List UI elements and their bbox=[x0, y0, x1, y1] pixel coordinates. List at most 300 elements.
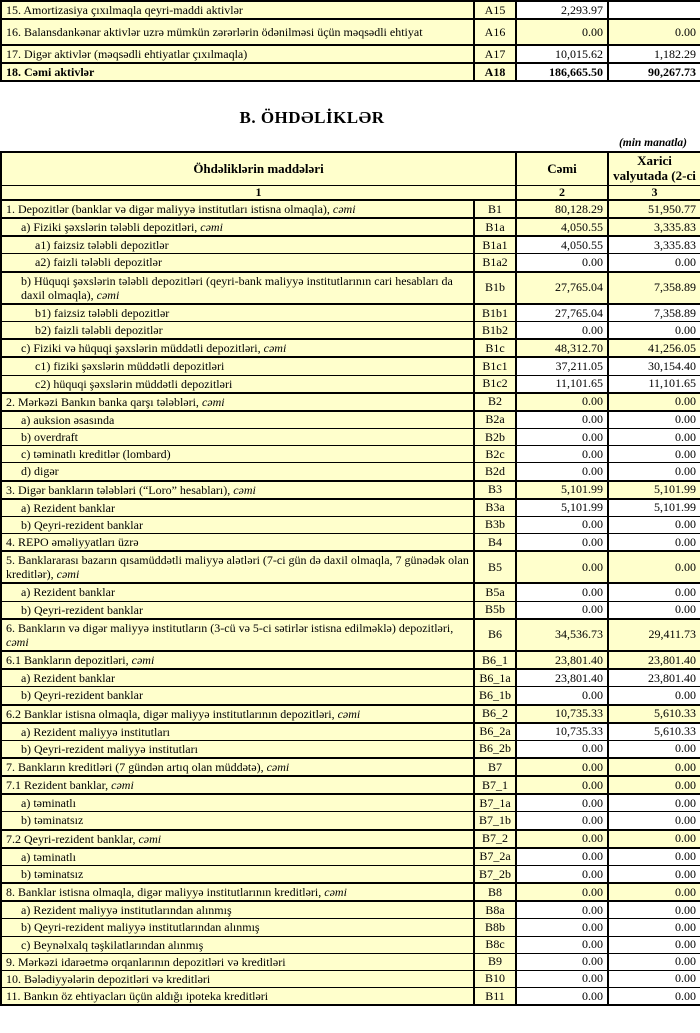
item-code: B1a2 bbox=[474, 254, 516, 272]
item-label-cell bbox=[1, 883, 474, 901]
item-foreign-value: 0.00 bbox=[608, 516, 700, 533]
item-label: b) Qeyri-rezident maliyyə institutlarından alınmış bbox=[21, 920, 260, 935]
item-foreign-value: 23,801.40 bbox=[608, 651, 700, 669]
item-label-cell bbox=[1, 516, 474, 533]
item-foreign-value: 0.00 bbox=[608, 393, 700, 411]
item-total-value: 10,015.62 bbox=[516, 45, 608, 63]
liabilities-rows bbox=[1, 200, 700, 1005]
item-total-value: 27,765.04 bbox=[516, 272, 608, 304]
item-label: 7.1 Rezident banklar, bbox=[6, 778, 112, 793]
units-note: (min manatla) bbox=[618, 137, 687, 150]
table-row bbox=[1, 740, 700, 758]
item-foreign-value: 0.00 bbox=[608, 601, 700, 619]
table-row bbox=[1, 758, 700, 776]
item-foreign-value: 0.00 bbox=[608, 429, 700, 446]
table-row bbox=[1, 936, 700, 953]
item-label: 15. Amortizasiya çıxılmaqla qeyri-maddi aktivlər bbox=[6, 3, 243, 17]
item-label: b) Qeyri-rezident maliyyə institutları bbox=[21, 741, 198, 756]
table-row bbox=[1, 848, 700, 866]
item-label-cell bbox=[1, 705, 474, 723]
item-label-cell bbox=[1, 687, 474, 705]
item-total-value: 4,050.55 bbox=[516, 218, 608, 236]
table-row bbox=[1, 516, 700, 533]
item-label-cell bbox=[1, 446, 474, 463]
item-label: 17. Digər aktivlər (məqsədli ehtiyatlar çıxılmaqla) bbox=[6, 47, 248, 62]
item-foreign-value: 30,154.40 bbox=[608, 357, 700, 375]
item-label-cell bbox=[1, 723, 474, 741]
item-label-cell bbox=[1, 619, 474, 651]
item-label: d) digər bbox=[21, 464, 59, 479]
item-label: 9. Mərkəzi idarəetmə orqanlarının depozitləri və kreditləri bbox=[6, 954, 286, 969]
item-label: c) Fiziki və hüquqi şəxslərin müddətli depozitləri, bbox=[21, 341, 264, 356]
item-foreign-value: 0.00 bbox=[608, 446, 700, 463]
item-label: a) təminatlı bbox=[21, 796, 76, 811]
item-code: A17 bbox=[474, 45, 516, 63]
item-label-cell bbox=[1, 953, 474, 970]
item-foreign-value: 0.00 bbox=[608, 988, 700, 1006]
item-total-value: 48,312.70 bbox=[516, 339, 608, 357]
item-label: 7. Bankların kreditləri (7 gündən artıq olan müddətə), bbox=[6, 760, 267, 774]
table-row bbox=[1, 533, 700, 551]
item-label: b) təminatsız bbox=[21, 866, 84, 881]
item-label-cell bbox=[1, 812, 474, 830]
item-label-cell bbox=[1, 463, 474, 481]
item-label: 11. Bankın öz ehtiyacları üçün aldığı ipoteka kreditləri bbox=[6, 989, 269, 1004]
item-code: B1b bbox=[474, 272, 516, 304]
table-row bbox=[1, 218, 700, 236]
item-label: b) Qeyri-rezident banklar bbox=[21, 688, 143, 703]
item-label-suffix: cəmi bbox=[131, 653, 155, 668]
item-total-value: 0.00 bbox=[516, 429, 608, 446]
item-code: A18 bbox=[474, 63, 516, 81]
table-row bbox=[1, 865, 700, 883]
table-row bbox=[1, 687, 700, 705]
item-label-cell bbox=[1, 758, 474, 776]
table-row bbox=[1, 200, 700, 218]
item-foreign-value: 23,801.40 bbox=[608, 669, 700, 687]
item-label-suffix: cəmi bbox=[332, 202, 356, 216]
item-foreign-value: 0.00 bbox=[608, 970, 700, 987]
item-label-cell bbox=[1, 339, 474, 357]
item-label-cell bbox=[1, 601, 474, 619]
item-label-cell bbox=[1, 200, 474, 218]
item-label-cell bbox=[1, 481, 474, 499]
item-label: 2. Mərkəzi Bankın banka qarşı tələbləri, bbox=[6, 394, 202, 409]
section-title: B. ÖHDƏLİKLƏR bbox=[239, 108, 385, 128]
item-total-value: 0.00 bbox=[516, 533, 608, 551]
item-label-cell bbox=[1, 272, 474, 304]
table-row bbox=[1, 393, 700, 411]
item-foreign-value: 0.00 bbox=[608, 901, 700, 919]
column-number-3: 3 bbox=[608, 185, 700, 200]
item-label: b2) faizli tələbli depozitlər bbox=[35, 323, 163, 338]
item-label: 16. Balansdankənar aktivlər uzrə mümkün zərərlərin ödənilməsi üçün məqsədli ehtiyat bbox=[6, 25, 423, 40]
item-label-cell bbox=[1, 218, 474, 236]
item-code: B3 bbox=[474, 481, 516, 499]
item-code: B10 bbox=[474, 970, 516, 987]
item-label-cell bbox=[1, 533, 474, 551]
item-label-cell bbox=[1, 45, 474, 63]
item-code: B6_1 bbox=[474, 651, 516, 669]
item-code: B1c1 bbox=[474, 357, 516, 375]
item-total-value: 0.00 bbox=[516, 953, 608, 970]
table-row bbox=[1, 601, 700, 619]
item-foreign-value: 7,358.89 bbox=[608, 304, 700, 322]
item-foreign-value: 11,101.65 bbox=[608, 375, 700, 393]
item-label-cell bbox=[1, 988, 474, 1006]
item-total-value: 0.00 bbox=[516, 19, 608, 45]
item-label: b) Qeyri-rezident banklar bbox=[21, 602, 143, 617]
item-code: B1a bbox=[474, 218, 516, 236]
item-code: B7_2b bbox=[474, 865, 516, 883]
item-foreign-value: 0.00 bbox=[608, 583, 700, 601]
item-total-value: 10,735.33 bbox=[516, 705, 608, 723]
table-row bbox=[1, 411, 700, 429]
item-foreign-value: 5,610.33 bbox=[608, 705, 700, 723]
liabilities-table bbox=[0, 151, 700, 1006]
table-row bbox=[1, 830, 700, 848]
table-row bbox=[1, 304, 700, 322]
item-foreign-value: 0.00 bbox=[608, 953, 700, 970]
item-total-value: 4,050.55 bbox=[516, 236, 608, 254]
item-label: a) Rezident banklar bbox=[21, 500, 115, 515]
item-total-value: 0.00 bbox=[516, 919, 608, 936]
table-row bbox=[1, 339, 700, 357]
item-total-value: 0.00 bbox=[516, 883, 608, 901]
table-row bbox=[1, 794, 700, 812]
item-label-cell bbox=[1, 848, 474, 866]
item-label-cell bbox=[1, 919, 474, 936]
item-label-suffix: cəmi bbox=[56, 567, 80, 582]
item-foreign-value: 1,182.29 bbox=[608, 45, 700, 63]
item-label: 7.2 Qeyri-rezident banklar, bbox=[6, 831, 139, 846]
table-row bbox=[1, 988, 700, 1006]
item-code: B2c bbox=[474, 446, 516, 463]
item-total-value: 23,801.40 bbox=[516, 651, 608, 669]
item-total-value: 0.00 bbox=[516, 463, 608, 481]
item-label: 3. Digər bankların tələbləri (“Loro” hesabları), bbox=[6, 482, 234, 497]
item-label-cell bbox=[1, 776, 474, 794]
item-total-value: 0.00 bbox=[516, 446, 608, 463]
item-label: b) overdraft bbox=[21, 430, 78, 445]
item-code: B3a bbox=[474, 499, 516, 517]
table-row bbox=[1, 481, 700, 499]
item-code: B8a bbox=[474, 901, 516, 919]
item-code: B6_1b bbox=[474, 687, 516, 705]
item-code: B3b bbox=[474, 516, 516, 533]
item-code: B1b2 bbox=[474, 322, 516, 340]
item-foreign-value: 0.00 bbox=[608, 411, 700, 429]
item-total-value: 27,765.04 bbox=[516, 304, 608, 322]
column-numbers-row bbox=[1, 185, 700, 200]
item-label-cell bbox=[1, 936, 474, 953]
item-code: B6 bbox=[474, 619, 516, 651]
item-label-cell bbox=[1, 304, 474, 322]
table-row bbox=[1, 499, 700, 517]
item-total-value: 0.00 bbox=[516, 936, 608, 953]
item-label: 6. Bankların və digər maliyyə institutların (3-cü və 5-ci sətirlər istisna edilməklə) depozitləri, bbox=[6, 620, 454, 635]
item-code: B9 bbox=[474, 953, 516, 970]
table-row bbox=[1, 883, 700, 901]
item-label-suffix: cəmi bbox=[201, 394, 225, 409]
item-foreign-value: 3,335.83 bbox=[608, 218, 700, 236]
table-row bbox=[1, 551, 700, 583]
item-label: b) təminatsız bbox=[21, 813, 84, 828]
item-total-value: 10,735.33 bbox=[516, 723, 608, 741]
item-code: B8c bbox=[474, 936, 516, 953]
table-row bbox=[1, 953, 700, 970]
item-code: B7_2 bbox=[474, 830, 516, 848]
item-total-value: 0.00 bbox=[516, 393, 608, 411]
item-label-cell bbox=[1, 1, 474, 19]
item-total-value: 11,101.65 bbox=[516, 375, 608, 393]
item-label-cell bbox=[1, 411, 474, 429]
item-total-value: 0.00 bbox=[516, 865, 608, 883]
item-label-cell bbox=[1, 830, 474, 848]
item-label-suffix: cəmi bbox=[96, 287, 120, 302]
item-code: B2d bbox=[474, 463, 516, 481]
item-total-value: 0.00 bbox=[516, 254, 608, 272]
item-label-cell bbox=[1, 901, 474, 919]
table-row bbox=[1, 705, 700, 723]
item-label: a) Fiziki şəxslərin tələbli depozitləri, bbox=[21, 220, 201, 235]
table-row bbox=[1, 272, 700, 304]
table-row bbox=[1, 63, 700, 81]
item-label: a) auksion əsasında bbox=[21, 412, 115, 427]
item-label-cell bbox=[1, 429, 474, 446]
item-code: B5b bbox=[474, 601, 516, 619]
item-label-cell bbox=[1, 236, 474, 254]
item-total-value: 0.00 bbox=[516, 848, 608, 866]
item-code: B8b bbox=[474, 919, 516, 936]
item-total-value: 0.00 bbox=[516, 601, 608, 619]
item-total-value: 5,101.99 bbox=[516, 499, 608, 517]
table-row bbox=[1, 651, 700, 669]
item-code: B6_2b bbox=[474, 740, 516, 758]
item-foreign-value: 0.00 bbox=[608, 533, 700, 551]
item-label-cell bbox=[1, 375, 474, 393]
item-foreign-value: 0.00 bbox=[608, 830, 700, 848]
item-code: B5a bbox=[474, 583, 516, 601]
item-label: 1. Depozitlər (banklar və digər maliyyə institutları istisna olmaqla), bbox=[6, 202, 333, 216]
item-label: b) Qeyri-rezident banklar bbox=[21, 517, 143, 532]
item-label: a2) faizli tələbli depozitlər bbox=[35, 255, 162, 270]
item-label-suffix: cəmi bbox=[6, 634, 29, 649]
item-foreign-value: 5,610.33 bbox=[608, 723, 700, 741]
item-total-value: 37,211.05 bbox=[516, 357, 608, 375]
item-foreign-value: 0.00 bbox=[608, 812, 700, 830]
item-label: 6.2 Banklar istisna olmaqla, digər maliyyə institutlarının depozitləri, bbox=[6, 706, 338, 721]
item-label-cell bbox=[1, 669, 474, 687]
item-code: B7 bbox=[474, 758, 516, 776]
item-label-cell bbox=[1, 651, 474, 669]
table-row bbox=[1, 919, 700, 936]
item-label: b1) faizsiz tələbli depozitlər bbox=[35, 305, 170, 320]
item-foreign-value bbox=[608, 1, 700, 19]
item-label: c1) fiziki şəxslərin müddətli depozitləri bbox=[35, 359, 225, 374]
item-code: B1c2 bbox=[474, 375, 516, 393]
item-code: A15 bbox=[474, 1, 516, 19]
table-row bbox=[1, 619, 700, 651]
table-row bbox=[1, 446, 700, 463]
item-label-cell bbox=[1, 63, 474, 81]
item-label: a) Rezident maliyyə institutları bbox=[21, 724, 170, 739]
item-total-value: 23,801.40 bbox=[516, 669, 608, 687]
item-code: B1b1 bbox=[474, 304, 516, 322]
item-code: B6_2 bbox=[474, 705, 516, 723]
table-row bbox=[1, 19, 700, 45]
item-label-suffix: cəmi bbox=[111, 778, 134, 793]
item-total-value: 0.00 bbox=[516, 411, 608, 429]
item-code: B5 bbox=[474, 551, 516, 583]
table-header-row bbox=[1, 152, 700, 185]
item-foreign-value: 51,950.77 bbox=[608, 200, 700, 218]
item-code: B6_2a bbox=[474, 723, 516, 741]
item-total-value: 0.00 bbox=[516, 794, 608, 812]
item-label: a) Rezident banklar bbox=[21, 585, 115, 600]
item-code: B7_2a bbox=[474, 848, 516, 866]
item-label-cell bbox=[1, 970, 474, 987]
item-label: c) Beynəlxalq təşkilatlarından alınmış bbox=[21, 937, 204, 952]
item-foreign-value: 5,101.99 bbox=[608, 481, 700, 499]
item-code: B1a1 bbox=[474, 236, 516, 254]
item-code: B1 bbox=[474, 200, 516, 218]
item-foreign-value: 0.00 bbox=[608, 19, 700, 45]
item-code: B1c bbox=[474, 339, 516, 357]
item-foreign-value: 7,358.89 bbox=[608, 272, 700, 304]
item-total-value: 0.00 bbox=[516, 776, 608, 794]
item-label: a) Rezident maliyyə institutlarından alınmış bbox=[21, 903, 232, 918]
table-row bbox=[1, 901, 700, 919]
column-number-2: 2 bbox=[516, 185, 608, 200]
item-total-value: 34,536.73 bbox=[516, 619, 608, 651]
item-total-value: 0.00 bbox=[516, 970, 608, 987]
item-total-value: 0.00 bbox=[516, 516, 608, 533]
item-code: B8 bbox=[474, 883, 516, 901]
table-row bbox=[1, 45, 700, 63]
item-label-cell bbox=[1, 740, 474, 758]
item-total-value: 0.00 bbox=[516, 988, 608, 1006]
item-total-value: 2,293.97 bbox=[516, 1, 608, 19]
table-row bbox=[1, 322, 700, 340]
item-foreign-value: 0.00 bbox=[608, 758, 700, 776]
item-label-cell bbox=[1, 865, 474, 883]
item-foreign-value: 0.00 bbox=[608, 551, 700, 583]
item-code: B6_1a bbox=[474, 669, 516, 687]
item-total-value: 0.00 bbox=[516, 322, 608, 340]
table-row bbox=[1, 723, 700, 741]
item-label: c2) hüquqi şəxslərin müddətli depozitləri bbox=[35, 376, 233, 391]
item-code: B4 bbox=[474, 533, 516, 551]
assets-rows bbox=[1, 1, 700, 81]
item-total-value: 80,128.29 bbox=[516, 200, 608, 218]
table-row bbox=[1, 1, 700, 19]
assets-table-continuation bbox=[0, 0, 700, 82]
foreign-currency-column-header: Xarici valyutada (2-ci bbox=[608, 152, 700, 185]
item-foreign-value: 0.00 bbox=[608, 883, 700, 901]
item-total-value: 0.00 bbox=[516, 901, 608, 919]
item-foreign-value: 0.00 bbox=[608, 936, 700, 953]
item-total-value: 0.00 bbox=[516, 830, 608, 848]
item-total-value: 0.00 bbox=[516, 687, 608, 705]
item-foreign-value: 0.00 bbox=[608, 776, 700, 794]
item-label-suffix: cəmi bbox=[138, 831, 162, 846]
table-row bbox=[1, 375, 700, 393]
item-label: 4. REPO əməliyyatları üzrə bbox=[6, 534, 139, 549]
item-label: 10. Bələdiyyələrin depozitləri və kreditləri bbox=[6, 971, 211, 986]
table-row bbox=[1, 236, 700, 254]
item-code: B2a bbox=[474, 411, 516, 429]
item-label: b) Hüquqi şəxslərin tələbli depozitləri (qeyri-bank maliyyə institutlarının cari hesabları da daxil olmaqla), bbox=[21, 273, 453, 302]
item-total-value: 0.00 bbox=[516, 812, 608, 830]
item-foreign-value: 90,267.73 bbox=[608, 63, 700, 81]
item-total-value: 5,101.99 bbox=[516, 481, 608, 499]
item-label-suffix: cəmi bbox=[266, 760, 290, 774]
item-label-cell bbox=[1, 254, 474, 272]
item-label-suffix: cəmi bbox=[263, 341, 287, 356]
table-row bbox=[1, 357, 700, 375]
table-row bbox=[1, 776, 700, 794]
item-label-cell bbox=[1, 794, 474, 812]
item-code: B7_1b bbox=[474, 812, 516, 830]
item-code: B11 bbox=[474, 988, 516, 1006]
total-column-header: Cəmi bbox=[516, 152, 608, 185]
item-foreign-value: 0.00 bbox=[608, 740, 700, 758]
item-foreign-value: 0.00 bbox=[608, 848, 700, 866]
item-label: a1) faizsiz tələbli depozitlər bbox=[35, 238, 169, 253]
item-label-suffix: cəmi bbox=[337, 706, 361, 721]
item-foreign-value: 0.00 bbox=[608, 687, 700, 705]
item-foreign-value: 0.00 bbox=[608, 919, 700, 936]
item-label: 18. Cəmi aktivlər bbox=[6, 65, 95, 80]
item-total-value: 0.00 bbox=[516, 583, 608, 601]
item-label-cell bbox=[1, 499, 474, 517]
table-row bbox=[1, 429, 700, 446]
item-total-value: 0.00 bbox=[516, 758, 608, 776]
item-foreign-value: 0.00 bbox=[608, 254, 700, 272]
item-foreign-value: 29,411.73 bbox=[608, 619, 700, 651]
table-row bbox=[1, 463, 700, 481]
item-total-value: 0.00 bbox=[516, 740, 608, 758]
item-total-value: 0.00 bbox=[516, 551, 608, 583]
item-code: B7_1a bbox=[474, 794, 516, 812]
item-label-suffix: cəmi bbox=[200, 220, 223, 235]
item-label-cell bbox=[1, 393, 474, 411]
item-label: a) Rezident banklar bbox=[21, 671, 115, 686]
item-foreign-value: 0.00 bbox=[608, 463, 700, 481]
item-label-cell bbox=[1, 19, 474, 45]
item-label: 6.1 Bankların depozitləri, bbox=[6, 653, 132, 668]
item-foreign-value: 5,101.99 bbox=[608, 499, 700, 517]
item-foreign-value: 0.00 bbox=[608, 794, 700, 812]
item-label: a) təminatlı bbox=[21, 849, 76, 864]
table-row bbox=[1, 970, 700, 987]
item-label-cell bbox=[1, 583, 474, 601]
item-total-value: 186,665.50 bbox=[516, 63, 608, 81]
item-foreign-value: 3,335.83 bbox=[608, 236, 700, 254]
items-column-header: Öhdəliklərin maddələri bbox=[1, 152, 516, 185]
item-label-cell bbox=[1, 322, 474, 340]
item-code: B2b bbox=[474, 429, 516, 446]
item-foreign-value: 0.00 bbox=[608, 322, 700, 340]
column-number-1: 1 bbox=[1, 185, 516, 200]
item-label-suffix: cəmi bbox=[233, 482, 256, 497]
item-label-cell bbox=[1, 551, 474, 583]
table-row bbox=[1, 254, 700, 272]
table-row bbox=[1, 812, 700, 830]
table-row bbox=[1, 583, 700, 601]
item-label: c) təminatlı kreditlər (lombard) bbox=[21, 447, 171, 462]
